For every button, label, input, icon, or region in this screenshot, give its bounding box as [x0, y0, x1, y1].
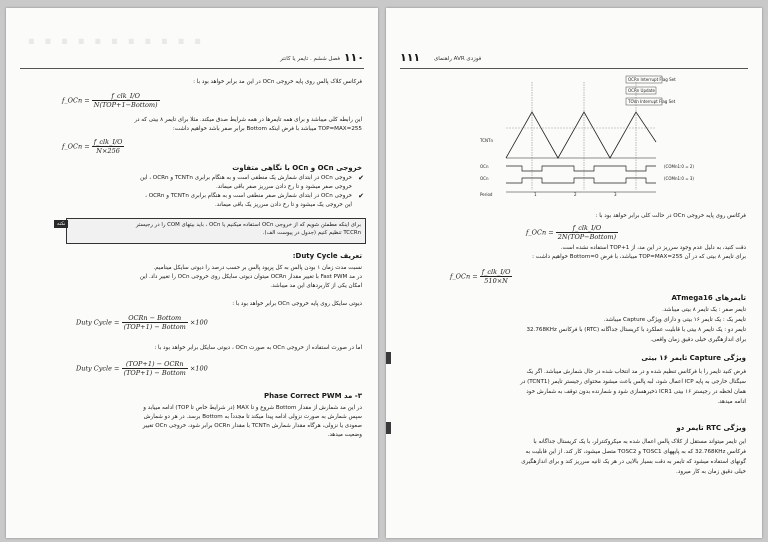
paragraph-line: صعودی یا نزولی، هرگاه مقدار شمارش TCNTn با مقدار OCRn برابر شود، خروجی OCn تغییر — [142, 423, 362, 429]
svg-text:TOVn Interrupt Flag Set: TOVn Interrupt Flag Set — [628, 99, 676, 104]
right-book-page — [386, 8, 762, 538]
note-tag: نکته — [54, 220, 68, 228]
svg-text:OCRn Interrupt Flag Set: OCRn Interrupt Flag Set — [628, 77, 676, 82]
page-header — [20, 51, 364, 69]
svg-text:(COMn1:0 = 3): (COMn1:0 = 3) — [664, 176, 694, 181]
svg-text:1: 1 — [534, 192, 537, 197]
paragraph-line: فرکانس 32.768KHz که به پایههای TOSC1 و TOSC2 متصل میشود، کار کند. از این قابلیت به — [525, 449, 746, 455]
section-heading: ۳- مد Phase Correct PWM — [264, 392, 362, 400]
section-marker — [386, 352, 391, 364]
svg-text:OCn: OCn — [480, 164, 489, 169]
paragraph-line: فرض کنید تایمر را با فرکانس تنظیم شده و در مد انتخاب شده در حال شمارش میباشد. اگر یک — [526, 369, 746, 375]
left-book-page — [6, 8, 378, 538]
paragraph-line: فرکانس کلاک پالس روی پایه خروجی OCn در این مد برابر خواهد بود با : — [193, 79, 362, 85]
formula-6: f_OCn = $\frac{\text{f\_clk\_I/O}}{510\times N}$ — [450, 268, 511, 285]
page-number: ۱۱۰ — [343, 51, 364, 64]
paragraph-line: سیگنال خارجی به پایه ICP اعمال شود، لبه پالس باعث میشود محتوای رجیستر تایمر (TCNT1) در — [520, 379, 746, 385]
checkmark-icon: ✔ — [358, 192, 364, 200]
section-heading: خروجی OCn و OCn با نگاهی متفاوت — [232, 164, 362, 172]
section-heading: تایمرهای ATmega16 — [671, 294, 746, 302]
paragraph-line: سپس شمارش به صورت نزولی ادامه پیدا میکند تا مجدداً به Bottom برسد. در هر دو شمارش — [143, 414, 362, 420]
list-item: تایمر یک : یک تایمر ۱۶ بیتی و دارای ویژگی Capture میباشد. — [603, 317, 746, 323]
book-title: راهنمای AVR فوزدی — [434, 56, 482, 62]
paragraph-line: ادامه میدهد. — [717, 399, 746, 405]
paragraph-line: نسبت مدت زمان ۱ بودن پالس به کل پریود پالس بر حسب درصد را دیوتی سایکل مینامیم. — [153, 265, 362, 271]
paragraph-line: این تایمر میتواند مستقل از کلاک پالس اعمال شده به میکروکنترلر، با یک کریستال جداگانه با — [533, 439, 746, 445]
section-marker — [386, 422, 391, 434]
paragraph-line: TOP=MAX=255 میباشد با فرض اینکه Bottom برابر صفر باشد خواهیم داشت: — [172, 126, 362, 132]
paragraph-line: در مد Fast PWM با تغییر مقدار OCRn میتوان دیوتی سایکل روی خروجی OCn را تغییر داد. این — [139, 274, 362, 280]
svg-text:OCn: OCn — [480, 176, 489, 181]
svg-text:2: 2 — [574, 192, 577, 197]
list-item: تایمر دو : یک تایمر ۸ بیتی با قابلیت عملکرد با کریستال جداگانه (RTC) با فرکانس 32.768KHz — [526, 327, 746, 333]
formula-4: Duty Cycle = $\frac{\text{(TOP+1) − OCRn}}{\text{(TOP+1) − Bottom}}$ ×100 — [76, 360, 208, 377]
list-item: خروجی صفر میشود و تا رخ دادن سرریز صفر باقی میماند. — [215, 184, 352, 190]
chapter-title: فصل ششم . تایمر یا کانتر — [280, 56, 340, 62]
paragraph-line: خیلی دقیق زمان به کار میرود. — [676, 469, 746, 475]
section-heading: ویژگی RTC تایمر دو — [676, 424, 746, 432]
paragraph-line: در این مد شمارش از مقدار Bottom شروع و تا MAX (در شرایط خاص تا TOP) ادامه مییابد و — [143, 405, 362, 411]
paragraph-line: این رابطه کلی میباشد و برای همه تایمرها در همه شرایط صدق میکند. مثلا برای تایمر ۸ بیتی که در — [134, 117, 362, 123]
note-box: برای اینکه مطمئن شویم که از خروجی OCn استفاده میکنیم یا OCn ، باید بیتهای COM را در رجیستر TCCRn تنظیم کنیم (جدول در پیوست الف). — [66, 218, 366, 244]
list-item: برای اندازهگیری خیلی دقیق زمان واقعی. — [650, 337, 746, 343]
list-item: تایمر صفر : یک تایمر ۸ بیتی میباشد. — [662, 307, 746, 313]
faint-header-bleed: ........... — [26, 18, 210, 51]
formula-5: f_OCn = $\frac{\text{f\_clk\_I/O}}{\text{2N(TOP−Bottom)}}$ — [526, 224, 617, 241]
formula-2: f_OCn = $\frac{\text{f\_clk\_I/O}}{N\times 256}$ — [62, 138, 123, 155]
svg-text:Period: Period — [480, 192, 493, 197]
paragraph-line: امکان یکی از کاربردهای این مد میباشد. — [270, 283, 362, 289]
svg-text:(COMn1:0 = 2): (COMn1:0 = 2) — [664, 164, 694, 169]
list-item: خروجی OCn در ابتدای شمارش صفر منطقی است و به هنگام برابری TCNTn و OCRn ، — [145, 193, 352, 199]
paragraph-line: دقت کنید، به دلیل عدم وجود سرریز در این مد، از TOP+1 استفاده نشده است. — [560, 245, 746, 251]
timing-diagram — [476, 72, 706, 208]
paragraph-line: وضعیت میدهد. — [327, 432, 362, 438]
paragraph-line: گونهای استفاده میشود که تایمر به دقت بسیار بالایی در هر یک ثانیه سرریز کند و برای اندازهگیری — [521, 459, 746, 465]
formula-3: Duty Cycle = $\frac{\text{OCRn − Bottom}}{\text{(TOP+1) − Bottom}}$ ×100 — [76, 314, 208, 331]
section-heading: ویژگی Capture تایمر ۱۶ بیتی — [641, 354, 746, 362]
page-number: ۱۱۱ — [400, 51, 421, 64]
paragraph-line: همان لحظه در رجیستر ۱۶ بیتی ICR1 ذخیرهسازی شود و شمارنده بدون توقف به شمارش خود — [526, 389, 746, 395]
svg-text:TCNTn: TCNTn — [480, 138, 493, 143]
section-heading: تعریف Duty Cycle: — [292, 252, 362, 260]
svg-text:OCRn Update: OCRn Update — [628, 88, 656, 93]
figure-caption: فرکانس روی پایه خروجی OCn در حالت کلی برابر خواهد بود با : — [595, 213, 746, 219]
list-item: خروجی OCn در ابتدای شمارش یک منطقی است و به هنگام برابری TCNTn و OCRn ، این — [140, 175, 352, 181]
paragraph-line: برای تایمر ۸ بیتی که در آن TOP=MAX=255 میباشد، با فرض Bottom=0 خواهیم داشت : — [532, 254, 746, 260]
svg-text:3: 3 — [614, 192, 617, 197]
paragraph-line: دیوتی سایکل روی پایه خروجی OCn برابر خواهد بود با : — [232, 301, 362, 307]
list-item: این خروجی یک میشود و تا رخ دادن سرریز یک باقی میماند. — [214, 202, 352, 208]
paragraph-line: اما در صورت استفاده از خروجی OCn به صورت OCn ، دیوتی سایکل برابر خواهد بود با : — [154, 345, 362, 351]
page-header — [400, 51, 748, 69]
formula-1: f_OCn = $\frac{\text{f\_clk\_I/O}}{\text{N(TOP+1−Bottom)}}$ — [62, 92, 158, 109]
checkmark-icon: ✔ — [358, 174, 364, 182]
